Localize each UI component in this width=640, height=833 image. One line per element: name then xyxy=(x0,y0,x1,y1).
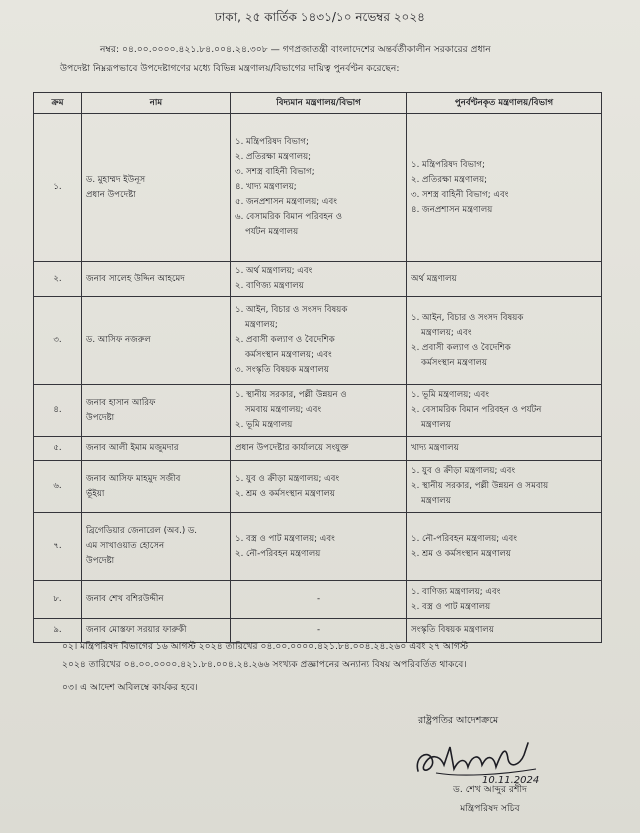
ministry-allocation-table xyxy=(33,92,602,643)
existing-item: ২. ভূমি মন্ত্রণালয় xyxy=(235,420,293,430)
table-row xyxy=(34,385,602,437)
row-name xyxy=(82,437,231,461)
row-reassigned xyxy=(407,262,602,297)
paragraph-03 xyxy=(62,679,612,697)
reassigned-item: ৩. সশস্ত্র বাহিনী বিভাগ; এবং xyxy=(411,189,509,200)
paragraph-02-line-2: ২০২৪ তারিখের ০৪.০০.০০০০.৪২১.৮৪.০০৪.২৪.২৬৬ সংখ্যক প্রজ্ঞাপনের অন্যান্য বিষয় অপরিবর্তিত থাকবে। xyxy=(62,659,467,670)
table-row xyxy=(34,297,602,385)
row-serial: ৭. xyxy=(34,513,82,581)
header-name: নাম xyxy=(82,93,231,114)
reassigned-item: খাদ্য মন্ত্রণালয় xyxy=(411,443,459,453)
reassigned-item: মন্ত্রণালয়; এবং xyxy=(421,327,472,338)
row-name xyxy=(82,262,231,297)
reassigned-item: ১. যুব ও ক্রীড়া মন্ত্রণালয়; এবং xyxy=(411,466,516,476)
row-serial: ৫. xyxy=(34,437,82,461)
existing-item: মন্ত্রণালয়; xyxy=(245,320,278,330)
existing-item: ২. শ্রম ও কর্মসংস্থান মন্ত্রণালয় xyxy=(235,488,335,499)
row-existing xyxy=(231,581,407,619)
existing-item: প্রধান উপদেষ্টার কার্যালয়ে সংযুক্ত xyxy=(235,443,349,453)
signer-name: ড. শেখ আব্দুর রশীদ xyxy=(453,784,527,795)
name-line: ব্রিগেডিয়ার জেনারেল (অব.) ড. xyxy=(86,526,198,536)
signature-date: 10.11.2024 xyxy=(482,775,540,785)
existing-item: ১. স্থানীয় সরকার, পল্লী উন্নয়ন ও xyxy=(235,390,347,400)
row-reassigned xyxy=(407,114,602,262)
reassigned-item: ১. মন্ত্রিপরিষদ বিভাগ; xyxy=(411,159,485,170)
presidential-order-line: রাষ্ট্রপতির আদেশক্রমে xyxy=(418,715,499,726)
existing-item: কর্মসংস্থান মন্ত্রণালয়; এবং xyxy=(245,350,332,360)
existing-item: ৬. বেসামরিক বিমান পরিবহন ও xyxy=(235,212,343,222)
intro-line-2: উপদেষ্টা নিম্নরূপভাবে উপদেষ্টাগণের মধ্যে বিভিন্ন মন্ত্রণালয়/বিভাগের দায়িত্ব পুনর্বণ্টন করেছেন: xyxy=(60,63,400,74)
paragraph-03-text: ০৩। এ আদেশ অবিলম্বে কার্যকর হবে। xyxy=(62,682,198,693)
name-line: প্রধান উপদেষ্টা xyxy=(86,189,136,200)
name-line: এম সাখাওয়াত হোসেন xyxy=(86,541,165,551)
name-line: জনাব আসিফ মাহমুদ সজীব xyxy=(86,473,181,484)
row-existing xyxy=(231,461,407,513)
reassigned-item: মন্ত্রণালয় xyxy=(421,420,451,430)
table-row xyxy=(34,461,602,513)
row-reassigned xyxy=(407,581,602,619)
row-serial: ৯. xyxy=(34,619,82,643)
row-name xyxy=(82,385,231,437)
table-row xyxy=(34,437,602,461)
reassigned-item: ১. ভূমি মন্ত্রণালয়; এবং xyxy=(411,390,489,400)
row-serial: ৪. xyxy=(34,385,82,437)
existing-item: ১. আইন, বিচার ও সংসদ বিষয়ক xyxy=(235,305,348,315)
signer-title: মন্ত্রিপরিষদ সচিব xyxy=(460,803,520,814)
row-serial: ৬. xyxy=(34,461,82,513)
date-line: ঢাকা, ২৫ কার্তিক ১৪৩১/১০ নভেম্বর ২০২৪ xyxy=(215,10,425,24)
header-reassigned: পুনর্বণ্টনকৃত মন্ত্রণালয়/বিভাগ xyxy=(407,93,602,114)
row-name xyxy=(82,513,231,581)
row-name xyxy=(82,114,231,262)
name-line: উপদেষ্টা xyxy=(86,556,115,566)
reassigned-item: ২. প্রবাসী কল্যাণ ও বৈদেশিক xyxy=(411,342,511,353)
existing-item: ২. বাণিজ্য মন্ত্রণালয় xyxy=(235,281,304,291)
table-row xyxy=(34,262,602,297)
row-existing xyxy=(231,437,407,461)
signature-image xyxy=(410,735,550,785)
existing-item: পর্যটন মন্ত্রণালয় xyxy=(245,227,299,237)
name-line: ভূঁইয়া xyxy=(86,488,105,499)
row-existing xyxy=(231,385,407,437)
reassigned-item: ১. নৌ-পরিবহন মন্ত্রণালয়; এবং xyxy=(411,533,517,544)
name-line: জনাব সালেহ উদ্দিন আহমেদ xyxy=(86,273,185,284)
existing-item: ৩. সশস্ত্র বাহিনী বিভাগ; xyxy=(235,167,315,177)
existing-item: ২. প্রবাসী কল্যাণ ও বৈদেশিক xyxy=(235,335,335,345)
existing-item: - xyxy=(316,594,321,604)
existing-item: ২. নৌ-পরিবহন মন্ত্রণালয় xyxy=(235,548,321,559)
row-serial: ৮. xyxy=(34,581,82,619)
name-line: উপদেষ্টা xyxy=(86,412,115,423)
header-serial: ক্রম xyxy=(34,93,82,114)
reassigned-item: ৪. জনপ্রশাসন মন্ত্রণালয় xyxy=(411,204,493,215)
row-name xyxy=(82,297,231,385)
name-line: জনাব মোস্তফা সরয়ার ফারুকী xyxy=(86,625,187,635)
row-reassigned xyxy=(407,297,602,385)
name-line: জনাব হাসান আরিফ xyxy=(86,397,156,408)
row-existing xyxy=(231,114,407,262)
reassigned-item: ১. আইন, বিচার ও সংসদ বিষয়ক xyxy=(411,312,524,323)
reassigned-item: ২. স্থানীয় সরকার, পল্লী উন্নয়ন ও সমবায় xyxy=(411,481,549,491)
existing-item: ৫. জনপ্রশাসন মন্ত্রণালয়; এবং xyxy=(235,197,337,207)
reassigned-item: মন্ত্রণালয় xyxy=(421,496,451,506)
intro-line-1: নম্বর: ০৪.০০.০০০০.৪২১.৮৪.০০৪.২৪.৩০৮ — গণপ্রজাতন্ত্রী বাংলাদেশের অন্তর্বর্তীকালীন সরকারের প্রধান xyxy=(100,44,491,55)
reassigned-item: ২. শ্রম ও কর্মসংস্থান মন্ত্রণালয় xyxy=(411,548,511,559)
reassigned-item: ২. প্রতিরক্ষা মন্ত্রণালয়; xyxy=(411,174,488,185)
reassigned-item: কর্মসংস্থান মন্ত্রণালয় xyxy=(421,357,488,368)
existing-item: ১. বস্ত্র ও পাট মন্ত্রণালয়; এবং xyxy=(235,533,335,544)
header-existing: বিদ্যমান মন্ত্রণালয়/বিভাগ xyxy=(231,93,407,114)
name-line: ড. মুহাম্মদ ইউনূস xyxy=(86,174,146,185)
existing-item: ১. অর্থ মন্ত্রণালয়; এবং xyxy=(235,266,313,276)
row-reassigned xyxy=(407,385,602,437)
table-row xyxy=(34,114,602,262)
paragraph-02 xyxy=(62,638,612,674)
table-row xyxy=(34,513,602,581)
row-serial: ১. xyxy=(34,114,82,262)
table-header-row xyxy=(34,93,602,114)
existing-item: ২. প্রতিরক্ষা মন্ত্রণালয়; xyxy=(235,152,312,162)
intro-paragraph xyxy=(60,40,600,78)
reassigned-item: ২. বেসামরিক বিমান পরিবহন ও পর্যটন xyxy=(411,405,542,415)
existing-item: ৪. খাদ্য মন্ত্রণালয়; xyxy=(235,182,297,192)
row-name xyxy=(82,461,231,513)
reassigned-item: অর্থ মন্ত্রণালয় xyxy=(411,273,457,284)
row-serial: ২. xyxy=(34,262,82,297)
existing-item: ৩. সংস্কৃতি বিষয়ক মন্ত্রণালয় xyxy=(235,365,329,375)
existing-item: ১. যুব ও ক্রীড়া মন্ত্রণালয়; এবং xyxy=(235,473,340,484)
reassigned-item: ২. বস্ত্র ও পাট মন্ত্রণালয় xyxy=(411,601,491,612)
table-row xyxy=(34,581,602,619)
existing-item: ১. মন্ত্রিপরিষদ বিভাগ; xyxy=(235,137,309,147)
row-existing xyxy=(231,513,407,581)
row-serial: ৩. xyxy=(34,297,82,385)
row-existing xyxy=(231,262,407,297)
name-line: জনাব শেখ বশিরউদ্দীন xyxy=(86,594,164,604)
existing-item: - xyxy=(316,625,321,635)
paragraph-02-line-1: ০২। মন্ত্রিপরিষদ বিভাগের ১৬ আগস্ট ২০২৪ তারিখের ০৪.০০.০০০০.৪২১.৮৪.০০৪.২৪.২৬০ এবং ২৭ আগস্ট xyxy=(62,641,469,652)
existing-item: সমবায় মন্ত্রণালয়; এবং xyxy=(245,405,322,415)
name-line: জনাব আলী ইমাম মজুমদার xyxy=(86,443,179,453)
row-reassigned xyxy=(407,461,602,513)
row-name xyxy=(82,581,231,619)
row-existing xyxy=(231,297,407,385)
reassigned-item: সংস্কৃতি বিষয়ক মন্ত্রণালয় xyxy=(411,625,494,635)
row-reassigned xyxy=(407,513,602,581)
reassigned-item: ১. বাণিজ্য মন্ত্রণালয়; এবং xyxy=(411,586,501,597)
row-reassigned xyxy=(407,437,602,461)
name-line: ড. আসিফ নজরুল xyxy=(86,335,151,345)
